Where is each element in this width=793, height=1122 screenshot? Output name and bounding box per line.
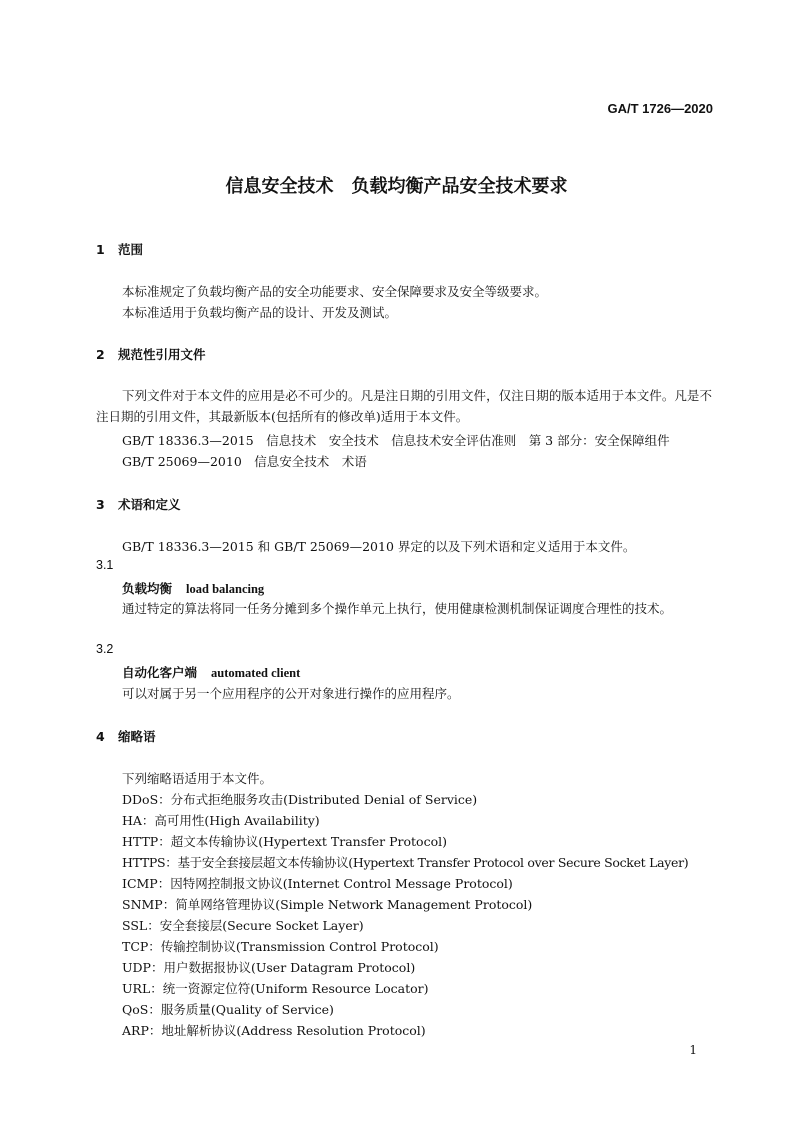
- abbreviation-item: DDoS：分布式拒绝服务攻击(Distributed Denial of Service): [122, 792, 478, 807]
- paragraph: 下列缩略语适用于本文件。: [122, 771, 273, 786]
- term-number: 3.1: [96, 558, 114, 572]
- section-heading-terms: [96, 495, 181, 513]
- abbreviation-item: QoS：服务质量(Quality of Service): [122, 1002, 334, 1017]
- abbreviation-item: URL：统一资源定位符(Uniform Resource Locator): [122, 981, 429, 996]
- section-title: 范围: [118, 242, 144, 257]
- section-number: 4: [96, 729, 105, 744]
- abbreviation-item: SSL：安全套接层(Secure Socket Layer): [122, 918, 364, 933]
- term-number: 3.2: [96, 642, 114, 656]
- term-definition: 可以对属于另一个应用程序的公开对象进行操作的应用程序。: [122, 686, 460, 701]
- term-zh: 自动化客户端: [122, 665, 198, 680]
- abbreviation-item: ARP：地址解析协议(Address Resolution Protocol): [122, 1023, 426, 1038]
- term-zh: 负载均衡: [122, 581, 173, 596]
- term-heading: [122, 663, 300, 681]
- abbreviation-item: ICMP：因特网控制报文协议(Internet Control Message Protocol): [122, 876, 513, 891]
- section-title: 缩略语: [118, 729, 156, 744]
- section-number: 3: [96, 497, 105, 512]
- section-title: 术语和定义: [118, 497, 181, 512]
- section-number: 2: [96, 347, 105, 362]
- paragraph: 下列文件对于本文件的应用是必不可少的。凡是注日期的引用文件，仅注日期的版本适用于本文件。凡是不注日期的引用文件，其最新版本(包括所有的修改单)适用于本文件。: [96, 388, 712, 424]
- abbreviation-item: HTTP：超文本传输协议(Hypertext Transfer Protocol): [122, 834, 447, 849]
- section-heading-abbreviations: [96, 727, 156, 745]
- section-number: 1: [96, 242, 105, 257]
- paragraph: 本标准适用于负载均衡产品的设计、开发及测试。: [122, 305, 398, 320]
- term-definition: 通过特定的算法将同一任务分摊到多个操作单元上执行，使用健康检测机制保证调度合理性的技术。: [122, 601, 673, 616]
- standard-code: GA/T 1726—2020: [607, 101, 713, 116]
- reference-item: GB/T 25069—2010 信息安全技术 术语: [122, 454, 367, 469]
- reference-item: GB/T 18336.3—2015 信息技术 安全技术 信息技术安全评估准则 第 3 部分：安全保障组件: [122, 433, 670, 448]
- section-title: 规范性引用文件: [118, 347, 206, 362]
- paragraph: GB/T 18336.3—2015 和 GB/T 25069—2010 界定的以及下列术语和定义适用于本文件。: [122, 539, 636, 554]
- abbreviation-item: UDP：用户数据报协议(User Datagram Protocol): [122, 960, 416, 975]
- term-en: automated client: [211, 666, 301, 680]
- page-number: 1: [689, 1043, 697, 1057]
- abbreviation-item: TCP：传输控制协议(Transmission Control Protocol): [122, 939, 439, 954]
- abbreviation-item: HTTPS：基于安全套接层超文本传输协议(Hypertext Transfer Protocol over Secure Socket Layer): [122, 855, 689, 870]
- term-heading: [122, 579, 264, 597]
- document-title: 信息安全技术 负载均衡产品安全技术要求: [225, 176, 568, 197]
- section-heading-normative-references: [96, 345, 206, 363]
- abbreviation-item: HA：高可用性(High Availability): [122, 813, 320, 828]
- paragraph: 本标准规定了负载均衡产品的安全功能要求、安全保障要求及安全等级要求。: [122, 284, 548, 299]
- section-heading-scope: [96, 240, 143, 258]
- abbreviation-item: SNMP：简单网络管理协议(Simple Network Management Protocol): [122, 897, 533, 912]
- term-en: load balancing: [186, 582, 265, 596]
